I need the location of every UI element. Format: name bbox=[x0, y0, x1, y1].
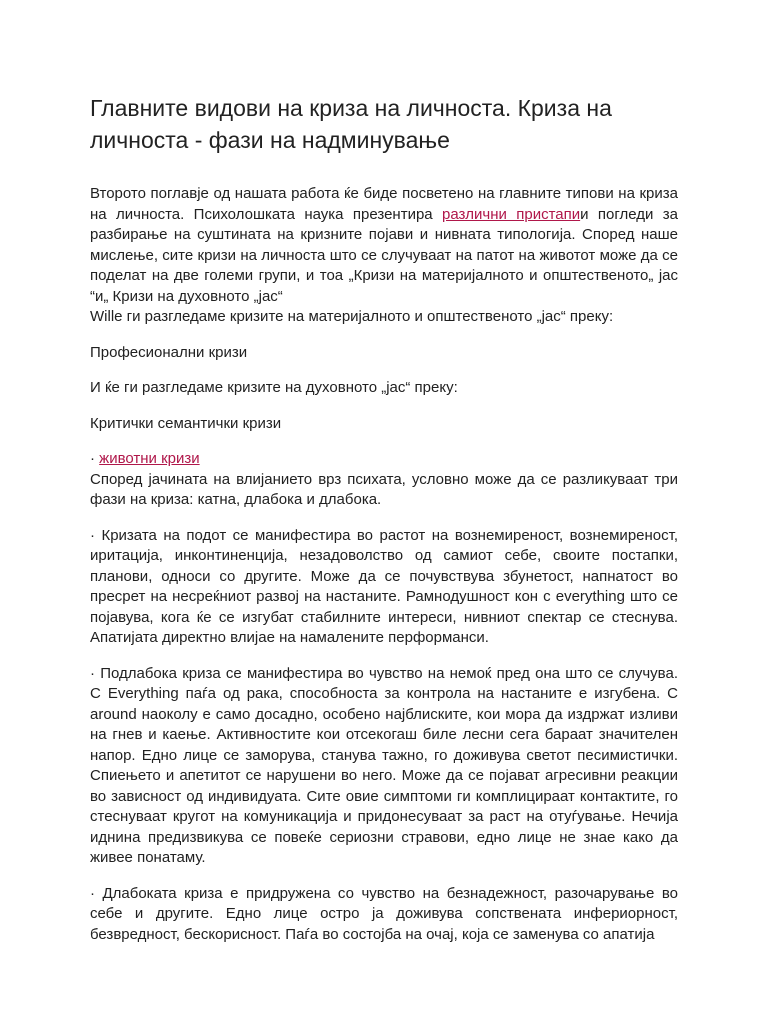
life-crises-link[interactable]: животни кризи bbox=[99, 450, 200, 467]
life-crises-paragraph bbox=[90, 449, 678, 511]
semantic-crises-text: Критички семантички кризи bbox=[90, 414, 282, 432]
page-title: Главните видови на криза на личноста. Криза на личноста - фази на надминување bbox=[90, 95, 612, 153]
intro-text-after-link: и погледи за разбирање на суштината на кризните појави и нивната типологија. Според наше мислење, сите кризи на личноста што се случуваат на патот на животот може да се поделат на две големи групи, и тоа „Кризи на материјалното и општественото„ јас “и„ Кризи на духовното „јас“ bbox=[90, 205, 679, 305]
life-crises-text: Според јачината на влијанието врз психата, условно може да се разликуваат три фази на криза: катна, длабока и длабока. bbox=[90, 470, 678, 508]
different-approaches-link[interactable]: различни пристапи bbox=[442, 205, 581, 223]
phase2-paragraph: · Подлабока криза се манифестира во чувство на немоќ пред она што се случува. С Everything паѓа од рака, способноста за контрола на настаните е изгубена. С around наоколу е само досадно, особено најблиските, кои мора да издржат изливи на гнев и каење. Активностите кои отсекогаш биле лесни сега бараат значителен напор. Едно лице се заморува, станува тажно, го доживува светот песимистички. Спиењето и апетитот се нарушени во него. Може да се појават агресивни реакции во зависност од индивидуата. Сите овие симптоми ги комплицираат контактите, го стеснуваат кругот на комуникација и придонесуваат за раст на отуѓување. Нечија иднина предизвикува се повеќе сериозни стравови, едно лице не знае како да живее понатаму. bbox=[90, 664, 678, 866]
professional-crises-text: Професионални кризи bbox=[90, 343, 248, 361]
bullet-marker: · bbox=[90, 450, 100, 467]
intro-next-line: Wille ги разгледаме кризите на материјалното и општественото „јас“ преку: bbox=[90, 308, 614, 325]
intro-text-before-link: Второто поглавје од нашата работа ќе биде посветено на главните типови на криза на личноста. Психолошката наука презентира bbox=[90, 185, 678, 223]
phase3-paragraph: · Длабоката криза е придружена со чувство на безнадежност, разочарување во себе и другите. Едно лице остро ја доживува сопствената инфериорност, безвредност, бескорисност. Паѓа во состојба на очај, која се заменува со апатија bbox=[90, 884, 678, 943]
phase1-paragraph: · Кризата на подот се манифестира во растот на вознемиреност, вознемиреност, иритација, инконтиненција, незадоволство од самиот себе, своите постапки, планови, односи со другите. Може да се почувствува збунетост, напнатост во пресрет на несреќниот развој на настаните. Рамнодушност кон с everything што се појавува, кога ќе се изгубат стабилните интереси, нивниот спектар се стеснува. Апатијата директно влијае на намалените перформанси. bbox=[90, 526, 678, 646]
intro-paragraph bbox=[90, 184, 678, 328]
spiritual-intro-text: И ќе ги разгледаме кризите на духовното „јас“ преку: bbox=[90, 379, 458, 396]
